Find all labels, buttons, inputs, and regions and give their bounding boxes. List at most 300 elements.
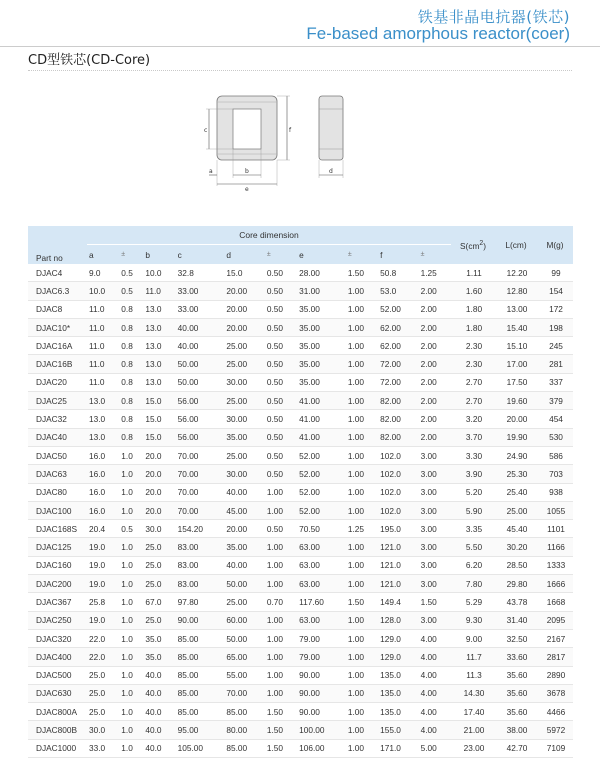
table-cell: 154.20	[176, 520, 225, 538]
table-cell: 1.0	[119, 501, 143, 519]
table-cell: 83.00	[176, 538, 225, 556]
table-cell: 25.00	[224, 355, 264, 373]
table-cell: 3678	[537, 684, 573, 702]
table-cell: 0.50	[265, 520, 297, 538]
table-row	[28, 428, 573, 446]
table-row	[28, 264, 573, 282]
table-cell: 42.70	[495, 739, 537, 757]
table-cell: 35.00	[297, 373, 346, 391]
table-cell: 121.0	[378, 556, 418, 574]
table-cell: 3.70	[451, 428, 495, 446]
table-cell: 2.00	[419, 392, 451, 410]
table-cell: 5.29	[451, 593, 495, 611]
table-row	[28, 666, 573, 684]
table-cell: 17.50	[495, 373, 537, 391]
table-cell: 19.0	[87, 575, 119, 593]
table-row	[28, 721, 573, 739]
table-cell: 62.00	[378, 318, 418, 336]
table-cell: 62.00	[378, 337, 418, 355]
table-cell: 1.00	[346, 538, 378, 556]
table-cell: 11.0	[87, 318, 119, 336]
table-cell: 50.00	[224, 629, 264, 647]
table-cell: 135.0	[378, 666, 418, 684]
table-cell: 72.00	[378, 355, 418, 373]
table-cell: 85.00	[176, 684, 225, 702]
table-cell: 1.0	[119, 575, 143, 593]
part-no-cell: DJAC32	[28, 410, 87, 428]
core-side-view	[319, 96, 343, 160]
table-cell: 85.00	[224, 739, 264, 757]
table-cell: 171.0	[378, 739, 418, 757]
table-cell: 20.00	[224, 318, 264, 336]
table-cell: 1.0	[119, 538, 143, 556]
table-cell: 19.0	[87, 556, 119, 574]
table-cell: 70.00	[176, 465, 225, 483]
table-cell: 16.0	[87, 501, 119, 519]
table-cell: 1.0	[119, 483, 143, 501]
table-cell: 1.0	[119, 721, 143, 739]
table-cell: 1.50	[265, 739, 297, 757]
dim-label-a: a	[209, 168, 213, 175]
table-cell: 85.00	[176, 703, 225, 721]
table-cell: 1.00	[346, 392, 378, 410]
part-no-cell: DJAC8	[28, 300, 87, 318]
table-cell: 28.50	[495, 556, 537, 574]
table-cell: 33.0	[87, 739, 119, 757]
subcol-4: d	[224, 245, 264, 265]
table-cell: 11.7	[451, 648, 495, 666]
table-cell: 1668	[537, 593, 573, 611]
table-cell: 15.40	[495, 318, 537, 336]
table-cell: 19.60	[495, 392, 537, 410]
table-cell: 13.0	[87, 428, 119, 446]
part-no-cell: DJAC800A	[28, 703, 87, 721]
table-cell: 30.0	[143, 520, 175, 538]
table-cell: 32.50	[495, 629, 537, 647]
table-cell: 19.0	[87, 538, 119, 556]
table-row	[28, 629, 573, 647]
table-cell: 1.00	[346, 629, 378, 647]
table-cell: 16.0	[87, 446, 119, 464]
table-cell: 28.00	[297, 264, 346, 282]
table-cell: 1.00	[265, 575, 297, 593]
table-cell: 24.90	[495, 446, 537, 464]
table-cell: 1333	[537, 556, 573, 574]
part-no-cell: DJAC1000	[28, 739, 87, 757]
table-cell: 1.00	[346, 703, 378, 721]
table-cell: 121.0	[378, 538, 418, 556]
table-cell: 31.40	[495, 611, 537, 629]
table-cell: 30.0	[87, 721, 119, 739]
table-cell: 7.80	[451, 575, 495, 593]
table-cell: 40.00	[176, 318, 225, 336]
table-cell: 3.00	[419, 556, 451, 574]
table-cell: 1.00	[265, 611, 297, 629]
table-cell: 95.00	[176, 721, 225, 739]
table-cell: 32.8	[176, 264, 225, 282]
col-m: M(g)	[537, 226, 573, 264]
table-cell: 35.60	[495, 666, 537, 684]
table-cell: 4.00	[419, 703, 451, 721]
section-title: CD型铁芯(CD-Core)	[28, 53, 151, 68]
table-cell: 1.11	[451, 264, 495, 282]
table-cell: 1.00	[346, 483, 378, 501]
table-cell: 1.0	[119, 629, 143, 647]
table-cell: 1.00	[346, 575, 378, 593]
table-cell: 40.0	[143, 739, 175, 757]
table-cell: 55.00	[224, 666, 264, 684]
table-cell: 35.00	[224, 428, 264, 446]
table-row	[28, 611, 573, 629]
table-cell: 172	[537, 300, 573, 318]
table-cell: 1.00	[265, 483, 297, 501]
subcol-2: b	[143, 245, 175, 265]
table-cell: 40.0	[143, 666, 175, 684]
table-cell: 198	[537, 318, 573, 336]
table-cell: 128.0	[378, 611, 418, 629]
table-cell: 3.00	[419, 575, 451, 593]
table-cell: 1.00	[346, 355, 378, 373]
table-cell: 0.5	[119, 282, 143, 300]
table-cell: 13.0	[143, 318, 175, 336]
subcol-7: ±	[346, 245, 378, 265]
table-cell: 25.00	[224, 446, 264, 464]
table-cell: 11.0	[87, 337, 119, 355]
table-cell: 11.0	[87, 373, 119, 391]
table-cell: 20.0	[143, 483, 175, 501]
table-cell: 1.00	[346, 739, 378, 757]
table-cell: 30.00	[224, 373, 264, 391]
table-cell: 4.00	[419, 648, 451, 666]
table-cell: 454	[537, 410, 573, 428]
table-cell: 1.0	[119, 556, 143, 574]
part-no-cell: DJAC6.3	[28, 282, 87, 300]
part-no-cell: DJAC200	[28, 575, 87, 593]
table-cell: 29.80	[495, 575, 537, 593]
table-cell: 9.30	[451, 611, 495, 629]
table-cell: 1.50	[419, 593, 451, 611]
table-cell: 1.50	[265, 721, 297, 739]
table-cell: 154	[537, 282, 573, 300]
table-cell: 70.00	[176, 501, 225, 519]
table-row	[28, 410, 573, 428]
table-cell: 13.0	[87, 392, 119, 410]
table-cell: 1.00	[346, 684, 378, 702]
table-cell: 13.00	[495, 300, 537, 318]
table-cell: 2167	[537, 629, 573, 647]
part-no-cell: DJAC20	[28, 373, 87, 391]
table-cell: 13.0	[87, 410, 119, 428]
table-cell: 2.00	[419, 282, 451, 300]
table-cell: 4.00	[419, 629, 451, 647]
table-cell: 63.00	[297, 575, 346, 593]
table-cell: 15.10	[495, 337, 537, 355]
table-cell: 12.80	[495, 282, 537, 300]
table-cell: 4.00	[419, 684, 451, 702]
table-cell: 40.0	[143, 721, 175, 739]
table-row	[28, 684, 573, 702]
table-cell: 4.00	[419, 721, 451, 739]
table-cell: 1.00	[265, 501, 297, 519]
table-cell: 3.90	[451, 465, 495, 483]
subcol-9: ±	[419, 245, 451, 265]
table-cell: 2.00	[419, 355, 451, 373]
table-cell: 25.0	[87, 666, 119, 684]
table-cell: 0.70	[265, 593, 297, 611]
part-no-cell: DJAC500	[28, 666, 87, 684]
table-cell: 1.25	[346, 520, 378, 538]
table-row	[28, 300, 573, 318]
table-cell: 20.0	[143, 501, 175, 519]
table-cell: 56.00	[176, 392, 225, 410]
col-s: $S(cm^2)$	[451, 226, 495, 264]
table-cell: 0.8	[119, 337, 143, 355]
table-cell: 0.50	[265, 282, 297, 300]
table-cell: 102.0	[378, 501, 418, 519]
table-cell: 1.50	[265, 703, 297, 721]
table-cell: 102.0	[378, 465, 418, 483]
table-cell: 3.00	[419, 611, 451, 629]
table-cell: 33.60	[495, 648, 537, 666]
part-no-cell: DJAC40	[28, 428, 87, 446]
table-cell: 1101	[537, 520, 573, 538]
table-cell: 25.8	[87, 593, 119, 611]
table-cell: 35.60	[495, 703, 537, 721]
table-cell: 5.00	[419, 739, 451, 757]
table-cell: 90.00	[297, 703, 346, 721]
table-cell: 1.00	[346, 465, 378, 483]
table-cell: 102.0	[378, 446, 418, 464]
col-core-dimension: Core dimension	[87, 226, 451, 245]
table-cell: 40.00	[224, 556, 264, 574]
table-cell: 85.00	[224, 703, 264, 721]
table-cell: 83.00	[176, 575, 225, 593]
table-cell: 20.00	[224, 282, 264, 300]
table-cell: 90.00	[297, 684, 346, 702]
table-cell: 1666	[537, 575, 573, 593]
table-cell: 2.30	[451, 337, 495, 355]
table-cell: 15.0	[143, 392, 175, 410]
table-cell: 1.0	[119, 703, 143, 721]
table-row	[28, 556, 573, 574]
table-cell: 85.00	[176, 629, 225, 647]
table-cell: 85.00	[176, 648, 225, 666]
table-cell: 1.00	[346, 428, 378, 446]
table-cell: 1.00	[265, 538, 297, 556]
table-cell: 53.0	[378, 282, 418, 300]
table-cell: 0.8	[119, 300, 143, 318]
table-cell: 245	[537, 337, 573, 355]
table-cell: 1.50	[346, 593, 378, 611]
table-cell: 1.00	[346, 282, 378, 300]
table-cell: 195.0	[378, 520, 418, 538]
table-cell: 20.00	[224, 520, 264, 538]
table-cell: 121.0	[378, 575, 418, 593]
table-cell: 4.00	[419, 666, 451, 684]
part-no-cell: DJAC63	[28, 465, 87, 483]
table-cell: 79.00	[297, 648, 346, 666]
table-cell: 70.00	[176, 483, 225, 501]
table-cell: 16.0	[87, 483, 119, 501]
table-cell: 25.30	[495, 465, 537, 483]
core-diagram	[195, 88, 365, 196]
table-cell: 67.0	[143, 593, 175, 611]
table-cell: 30.00	[224, 465, 264, 483]
table-cell: 0.50	[265, 392, 297, 410]
table-cell: 1.0	[119, 593, 143, 611]
table-cell: 2095	[537, 611, 573, 629]
dim-label-d: d	[329, 168, 333, 175]
table-cell: 1.0	[119, 648, 143, 666]
table-cell: 0.50	[265, 410, 297, 428]
subcol-0: a	[87, 245, 119, 265]
table-cell: 0.50	[265, 264, 297, 282]
table-row	[28, 520, 573, 538]
table-cell: 281	[537, 355, 573, 373]
table-cell: 1.80	[451, 318, 495, 336]
header-title-cn: 铁基非晶电抗器(铁芯)	[417, 8, 570, 26]
table-row	[28, 593, 573, 611]
table-cell: 38.00	[495, 721, 537, 739]
table-cell: 15.0	[224, 264, 264, 282]
subcol-6: e	[297, 245, 346, 265]
table-cell: 3.00	[419, 520, 451, 538]
header-title-en: Fe-based amorphous reactor(coer)	[306, 24, 570, 43]
table-cell: 1.00	[265, 556, 297, 574]
subcol-1: ±	[119, 245, 143, 265]
table-cell: 65.00	[224, 648, 264, 666]
table-cell: 20.00	[224, 300, 264, 318]
table-cell: 0.50	[265, 428, 297, 446]
table-row	[28, 739, 573, 757]
table-cell: 11.3	[451, 666, 495, 684]
table-cell: 25.0	[143, 611, 175, 629]
part-no-cell: DJAC25	[28, 392, 87, 410]
table-cell: 3.00	[419, 483, 451, 501]
table-cell: 52.00	[297, 483, 346, 501]
table-cell: 703	[537, 465, 573, 483]
table-row	[28, 501, 573, 519]
table-cell: 50.8	[378, 264, 418, 282]
part-no-cell: DJAC80	[28, 483, 87, 501]
table-cell: 2.00	[419, 337, 451, 355]
table-cell: 10.0	[87, 282, 119, 300]
part-no-cell: DJAC4	[28, 264, 87, 282]
table-cell: 82.00	[378, 392, 418, 410]
table-cell: 41.00	[297, 410, 346, 428]
table-cell: 52.00	[297, 446, 346, 464]
table-row	[28, 337, 573, 355]
table-cell: 129.0	[378, 648, 418, 666]
table-cell: 25.00	[495, 501, 537, 519]
table-cell: 3.35	[451, 520, 495, 538]
table-row	[28, 648, 573, 666]
col-l: L(cm)	[495, 226, 537, 264]
table-cell: 85.00	[176, 666, 225, 684]
table-cell: 11.0	[87, 355, 119, 373]
table-cell: 1.0	[119, 611, 143, 629]
table-cell: 72.00	[378, 373, 418, 391]
dim-label-f: f	[289, 127, 292, 134]
table-cell: 1.0	[119, 684, 143, 702]
table-cell: 0.50	[265, 318, 297, 336]
table-cell: 21.00	[451, 721, 495, 739]
table-cell: 117.60	[297, 593, 346, 611]
table-cell: 35.60	[495, 684, 537, 702]
table-cell: 25.00	[224, 392, 264, 410]
table-cell: 3.00	[419, 501, 451, 519]
table-cell: 1.00	[346, 721, 378, 739]
table-cell: 22.0	[87, 629, 119, 647]
table-cell: 5.20	[451, 483, 495, 501]
table-cell: 70.50	[297, 520, 346, 538]
table-cell: 80.00	[224, 721, 264, 739]
table-cell: 1.00	[346, 501, 378, 519]
table-cell: 13.0	[143, 373, 175, 391]
table-cell: 1.00	[265, 629, 297, 647]
table-cell: 0.50	[265, 465, 297, 483]
table-cell: 35.00	[297, 300, 346, 318]
table-cell: 82.00	[378, 428, 418, 446]
table-cell: 63.00	[297, 611, 346, 629]
table-cell: 0.8	[119, 355, 143, 373]
table-cell: 25.0	[143, 556, 175, 574]
table-cell: 1.00	[346, 611, 378, 629]
table-cell: 90.00	[297, 666, 346, 684]
table-cell: 30.20	[495, 538, 537, 556]
part-no-cell: DJAC160	[28, 556, 87, 574]
table-cell: 20.4	[87, 520, 119, 538]
table-cell: 1.60	[451, 282, 495, 300]
table-cell: 97.80	[176, 593, 225, 611]
table-cell: 5972	[537, 721, 573, 739]
table-cell: 0.8	[119, 410, 143, 428]
part-no-cell: DJAC250	[28, 611, 87, 629]
table-cell: 938	[537, 483, 573, 501]
table-cell: 1055	[537, 501, 573, 519]
table-cell: 31.00	[297, 282, 346, 300]
table-cell: 20.0	[143, 465, 175, 483]
table-cell: 2817	[537, 648, 573, 666]
part-no-cell: DJAC320	[28, 629, 87, 647]
table-cell: 0.50	[265, 446, 297, 464]
table-cell: 1.00	[346, 318, 378, 336]
part-no-cell: DJAC100	[28, 501, 87, 519]
table-cell: 1.0	[119, 739, 143, 757]
table-cell: 149.4	[378, 593, 418, 611]
table-cell: 1.00	[265, 648, 297, 666]
table-row	[28, 483, 573, 501]
table-cell: 33.00	[176, 282, 225, 300]
subcol-3: c	[176, 245, 225, 265]
table-cell: 15.0	[143, 428, 175, 446]
table-cell: 1.00	[346, 337, 378, 355]
table-cell: 1.00	[346, 446, 378, 464]
table-cell: 40.00	[176, 337, 225, 355]
table-cell: 90.00	[176, 611, 225, 629]
table-cell: 35.00	[224, 538, 264, 556]
table-cell: 2.70	[451, 373, 495, 391]
table-cell: 155.0	[378, 721, 418, 739]
table-cell: 63.00	[297, 556, 346, 574]
dim-label-b: b	[245, 168, 249, 175]
table-cell: 1.00	[265, 684, 297, 702]
table-cell: 19.90	[495, 428, 537, 446]
table-cell: 52.00	[378, 300, 418, 318]
table-cell: 129.0	[378, 629, 418, 647]
table-cell: 3.00	[419, 465, 451, 483]
table-cell: 40.0	[143, 703, 175, 721]
